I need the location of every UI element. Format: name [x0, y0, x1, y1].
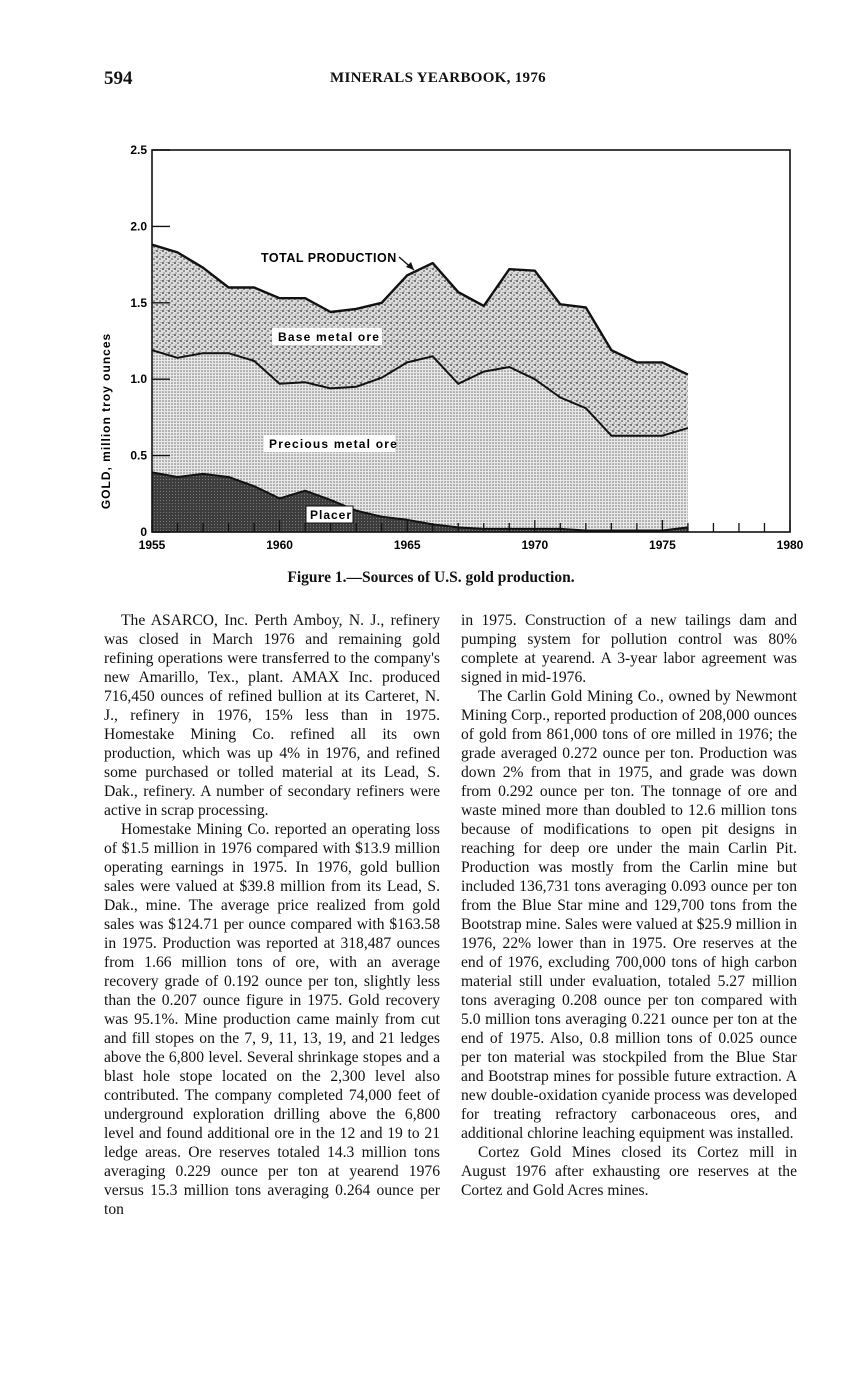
x-tick-label: 1980 [776, 538, 804, 552]
y-axis-label: GOLD, million troy ounces [99, 332, 113, 510]
total-production-label [261, 251, 414, 270]
precious-metal-label: Precious metal ore [269, 437, 398, 451]
y-tick-label: 0 [140, 525, 147, 539]
area-layers [152, 245, 688, 532]
y-tick-label: 2.5 [130, 143, 147, 157]
left-column [104, 611, 440, 1219]
paragraph-carlin: The Carlin Gold Mining Co., owned by Newmont Mining Corp., reported production of 208,000 ounces of gold from 861,000 tons of ore milled in 1976; the grade averaged 0.272 ounce per ton. Production was down 2% from that in 1975, and grade was down from 0.292 ounce per ton. The tonnage of ore and waste mined more than doubled to 12.6 million tons because of modifications to open pit designs in reaching for deep ore under the main Carlin Pit. Production was mostly from the Carlin mine but included 136,731 tons averaging 0.093 ounce per ton from the Blue Star mine and 129,700 tons from the Bootstrap mine. Sales were valued at $25.9 million in 1976, 22% lower than in 1975. Ore reserves at the end of 1976, excluding 700,000 tons of high carbon material still under evaluation, totaled 5.27 million tons averaging 0.208 ounce per ton compared with 5.0 million tons averaging 0.221 ounce per ton at the end of 1975. Also, 0.8 million tons of 0.025 ounce per ton material was stockpiled from the Blue Star and Bootstrap mines for possible future extraction. A new double-oxidation cyanide process was developed for treating refractory carbonaceous ores, and additional chlorine leaching equipment was installed. [461, 688, 797, 1142]
paragraph-homestake: Homestake Mining Co. reported an operating loss of $1.5 million in 1976 compared with $13.9 million operating earnings in 1975. In 1976, gold bullion sales were valued at $39.8 million from its Lead, S. Dak., mine. The average price realized from gold sales was $124.71 per ounce compared with $163.58 in 1975. Production was reported at 318,487 ounces from 1.66 million tons of ore, with an average recovery grade of 0.192 ounce per ton, slightly less than the 0.207 ounce figure in 1975. Gold recovery was 95.1%. Mine production came mainly from cut and fill stopes on the 7, 9, 11, 13, 19, and 21 ledges above the 6,800 level. Several shrinkage stopes and a blast hole stope located on the 2,300 level also contributed. The company completed 74,000 feet of underground exploration drilling above the 6,800 level and found additional ore in the 12 and 19 to 21 ledge areas. Ore reserves totaled 14.3 million tons averaging 0.229 ounce per ton at yearend 1976 versus 15.3 million tons averaging 0.264 ounce per ton [104, 821, 440, 1218]
x-tick-label: 1975 [649, 538, 676, 552]
y-tick-label: 0.5 [130, 448, 147, 463]
running-head: MINERALS YEARBOOK, 1976 [330, 70, 546, 86]
y-tick-label: 1.0 [130, 372, 147, 387]
base-metal-label: Base metal ore [278, 330, 381, 344]
x-tick-label: 1960 [266, 538, 293, 552]
paragraph-asarco: The ASARCO, Inc. Perth Amboy, N. J., refinery was closed in March 1976 and remaining gold refining operations were transferred to the company's new Amarillo, Tex., plant. AMAX Inc. produced 716,450 ounces of refined bullion at its Carteret, N. J., refinery in 1976, 15% less than in 1975. Homestake Mining Co. refined all its own production, which was up 4% in 1976, and refined some purchased or tolled material at its Lead, S. Dak., refinery. A number of secondary refiners were active in scrap processing. [104, 612, 440, 819]
gold-production-chart [96, 136, 816, 566]
total-production-text: TOTAL PRODUCTION [261, 251, 397, 265]
x-tick-label: 1955 [138, 538, 166, 552]
y-tick-label: 2.0 [130, 219, 147, 234]
placer-label: Placer [310, 508, 353, 522]
paragraph-homestake-continued: in 1975. Construction of a new tailings dam and pumping system for pollution control was 80% complete at yearend. A 3-year labor agreement was signed in mid-1976. [461, 612, 797, 686]
figure-caption: Figure 1.—Sources of U.S. gold production. [287, 569, 575, 586]
x-tick-label: 1970 [521, 538, 549, 552]
paragraph-cortez: Cortez Gold Mines closed its Cortez mill in August 1976 after exhausting ore reserves at the Cortez and Gold Acres mines. [461, 1144, 797, 1199]
page-number: 594 [104, 68, 133, 89]
x-tick-label: 1965 [393, 538, 421, 552]
y-tick-label: 1.5 [130, 295, 147, 310]
right-column [461, 611, 797, 1200]
